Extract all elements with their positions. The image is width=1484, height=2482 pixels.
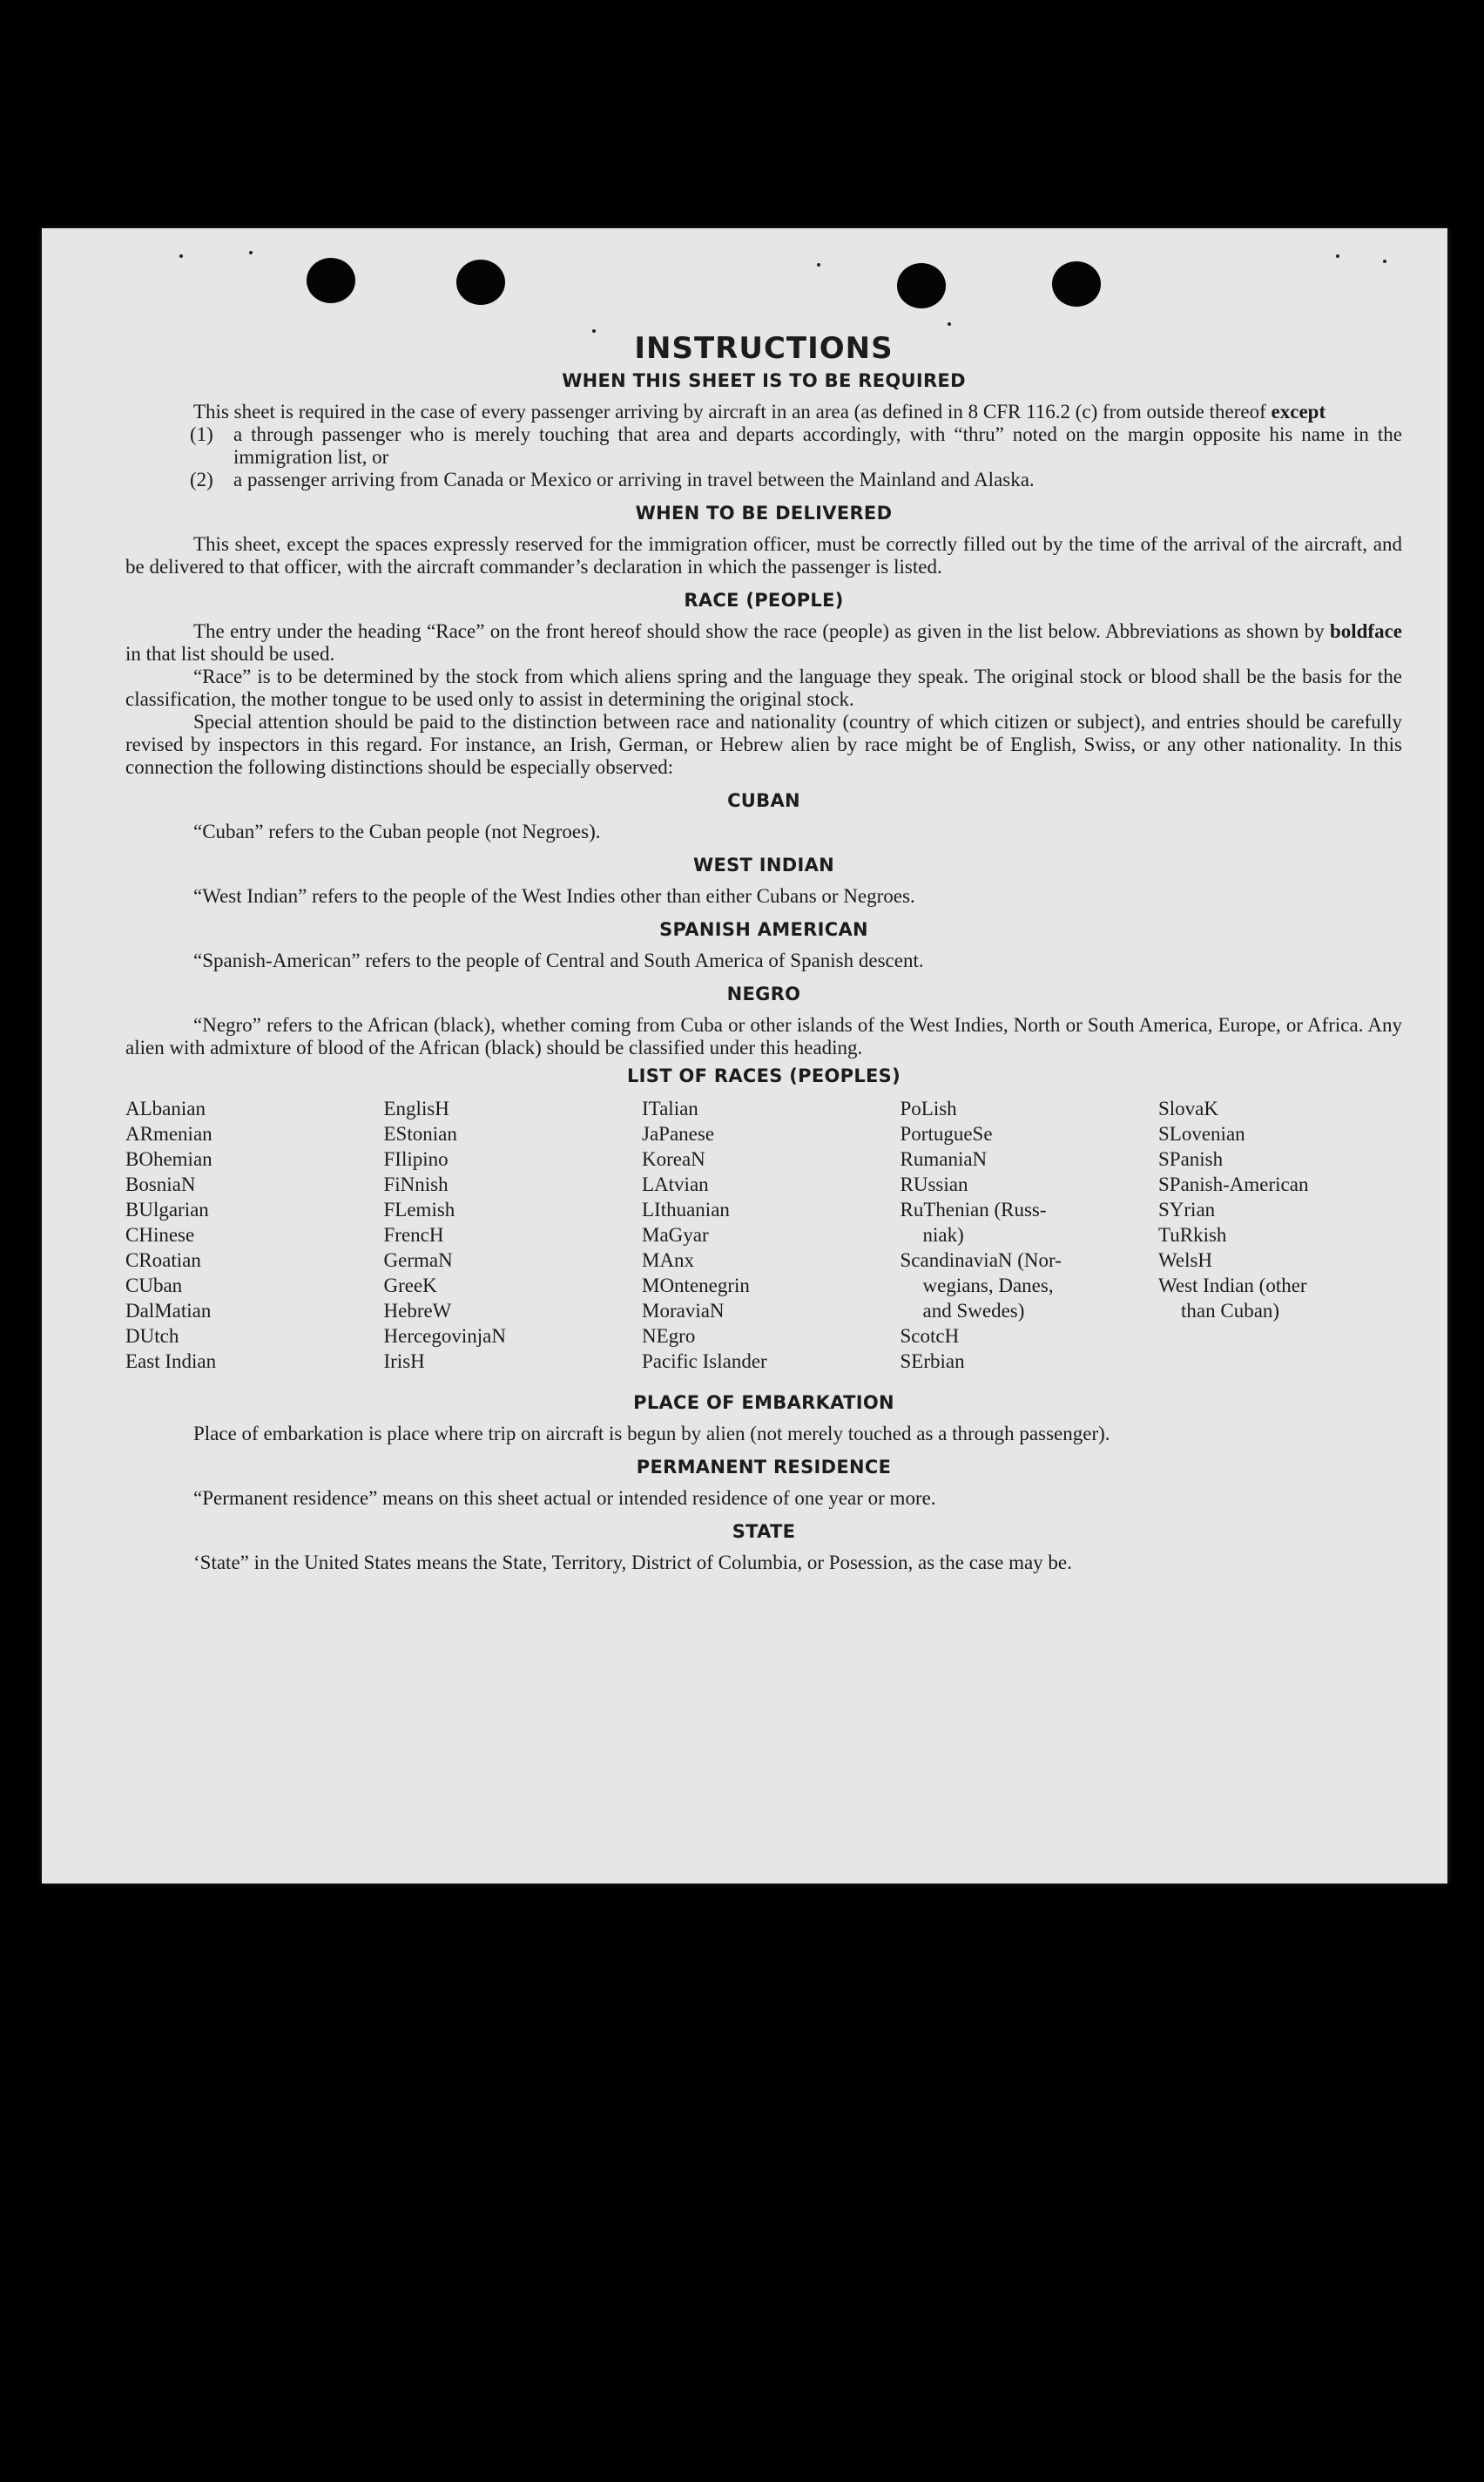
race-item: IrisH <box>383 1350 425 1372</box>
race-item: ScotcH <box>900 1325 960 1347</box>
paragraph: “Race” is to be determined by the stock from which aliens spring and the language they speak. The original stock or blood shall be the basis for the classification, the mother tongue to be used only to assist in determining the original stock. <box>125 666 1402 710</box>
race-item: RuThenian (Russ- <box>900 1199 1047 1221</box>
race-item: ARmenian <box>125 1123 212 1145</box>
race-item: KoreaN <box>642 1148 705 1170</box>
race-item: RumaniaN <box>900 1148 988 1170</box>
paragraph: “West Indian” refers to the people of the West Indies other than either Cubans or Negroes. <box>193 885 915 907</box>
paragraph: “Negro” refers to the African (black), whether coming from Cuba or other islands of the West Indies, North or South America, Europe, or Africa. Any alien with admixture of blood of the African (black) should be classified under this heading. <box>125 1014 1402 1058</box>
instructions-content <box>125 331 1402 1574</box>
race-item: SLovenian <box>1158 1123 1245 1145</box>
section-heading: PLACE OF EMBARKATION <box>633 1392 894 1413</box>
race-item: MAnx <box>642 1249 695 1271</box>
section-heading: NEGRO <box>726 984 801 1004</box>
paragraph: This sheet, except the spaces expressly reserved for the immigration officer, must be correctly filled out by the time of the arrival of the aircraft, and be delivered to that officer, with the aircraft commander’s declaration in which the passenger is listed. <box>125 533 1402 578</box>
scan-speck <box>948 322 951 326</box>
section-heading: CUBAN <box>727 790 800 811</box>
races-list <box>125 1096 1402 1374</box>
document-sheet <box>42 228 1447 1883</box>
bold-text: boldface <box>1329 620 1402 642</box>
race-item: FLemish <box>383 1199 455 1221</box>
race-item: ITalian <box>642 1098 698 1119</box>
race-item: MOntenegrin <box>642 1275 750 1296</box>
race-item: GreeK <box>383 1275 437 1296</box>
race-item: ALbanian <box>125 1098 206 1119</box>
race-item: CUban <box>125 1275 183 1296</box>
race-item: EnglisH <box>383 1098 449 1119</box>
race-item: DUtch <box>125 1325 179 1347</box>
race-item: SlovaK <box>1158 1098 1218 1119</box>
race-item: LIthuanian <box>642 1199 730 1221</box>
section-heading: RACE (PEOPLE) <box>684 590 844 611</box>
race-item: JaPanese <box>642 1123 715 1145</box>
list-item: (1) a through passenger who is merely touching that area and departs accordingly, with “thru” noted on the margin opposite his name in the immigration list, or <box>190 423 1402 468</box>
races-column <box>125 1096 369 1374</box>
paragraph: “Spanish-American” refers to the people of Central and South America of Spanish descent. <box>193 950 924 971</box>
race-item: PortugueSe <box>900 1123 993 1145</box>
paragraph: ‘State” in the United States means the State, Territory, District of Columbia, or Posession, as the case may be. <box>193 1552 1072 1573</box>
race-item: HercegovinjaN <box>383 1325 506 1347</box>
scan-speck <box>1383 260 1386 263</box>
race-item: EStonian <box>383 1123 457 1145</box>
exception-list <box>125 423 1402 491</box>
section-heading: WHEN THIS SHEET IS TO BE REQUIRED <box>562 370 966 391</box>
scan-speck <box>249 251 253 254</box>
race-item: SPanish-American <box>1158 1173 1309 1195</box>
punch-hole <box>456 260 505 305</box>
race-item: MaGyar <box>642 1224 709 1246</box>
section-heading: WHEN TO BE DELIVERED <box>635 503 893 524</box>
punch-hole <box>307 258 355 303</box>
section-heading: SPANISH AMERICAN <box>659 919 868 940</box>
races-column <box>384 1096 628 1374</box>
race-item: SErbian <box>900 1350 965 1372</box>
punch-hole <box>1052 261 1101 307</box>
race-item: BosniaN <box>125 1173 196 1195</box>
list-item: (2) a passenger arriving from Canada or Mexico or arriving in travel between the Mainland and Alaska. <box>190 469 1035 490</box>
bold-text: except <box>1271 401 1326 423</box>
section-heading: LIST OF RACES (PEOPLES) <box>626 1065 901 1086</box>
paragraph: This sheet is required in the case of every passenger arriving by aircraft in an area (as defined in 8 CFR 116.2 (c) from outside thereof except <box>193 401 1326 423</box>
race-item: CHinese <box>125 1224 195 1246</box>
races-column <box>901 1096 1144 1374</box>
paragraph: “Permanent residence” means on this sheet actual or intended residence of one year or more. <box>193 1487 936 1509</box>
scan-speck <box>1336 254 1339 258</box>
race-item: wegians, Danes, <box>922 1275 1054 1296</box>
races-column <box>642 1096 886 1374</box>
race-item: TuRkish <box>1158 1224 1227 1246</box>
race-item: Pacific Islander <box>642 1350 767 1372</box>
race-item: RUssian <box>900 1173 968 1195</box>
section-heading: STATE <box>732 1521 796 1542</box>
paragraph: Special attention should be paid to the distinction between race and nationality (country of which citizen or subject), and entries should be carefully revised by inspectors in this regard. For instance, an Irish, German, or Hebrew alien by race might be of English, Swiss, or any other nationality. In this connection the following distinctions should be especially observed: <box>125 711 1402 778</box>
race-item: DalMatian <box>125 1300 212 1322</box>
race-item: HebreW <box>383 1300 452 1322</box>
race-item: and Swedes) <box>922 1300 1025 1322</box>
race-item: NEgro <box>642 1325 696 1347</box>
race-item: East Indian <box>125 1350 217 1372</box>
paragraph: The entry under the heading “Race” on the front hereof should show the race (people) as given in the list below. Abbreviations as shown by boldface in that list should be used. <box>125 620 1402 665</box>
race-item: niak) <box>922 1224 964 1246</box>
race-item: FiNnish <box>383 1173 449 1195</box>
race-item: than Cuban) <box>1181 1300 1280 1322</box>
section-heading: PERMANENT RESIDENCE <box>636 1457 892 1478</box>
paragraph: “Cuban” refers to the Cuban people (not Negroes). <box>193 821 601 842</box>
race-item: FrencH <box>383 1224 444 1246</box>
race-item: SYrian <box>1158 1199 1216 1221</box>
race-item: FIlipino <box>383 1148 449 1170</box>
race-item: GermaN <box>383 1249 453 1271</box>
page-title: INSTRUCTIONS <box>634 331 894 366</box>
race-item: ScandinaviaN (Nor- <box>900 1249 1062 1271</box>
race-item: BUlgarian <box>125 1199 209 1221</box>
races-column <box>1158 1096 1402 1374</box>
race-item: BOhemian <box>125 1148 212 1170</box>
race-item: CRoatian <box>125 1249 201 1271</box>
paragraph: Place of embarkation is place where trip on aircraft is begun by alien (not merely touched as a through passenger). <box>193 1423 1110 1444</box>
scan-speck <box>179 254 183 258</box>
section-heading: WEST INDIAN <box>692 855 835 876</box>
race-item: PoLish <box>900 1098 957 1119</box>
scan-speck <box>817 263 820 267</box>
race-item: West Indian (other <box>1158 1275 1307 1296</box>
race-item: WelsH <box>1158 1249 1213 1271</box>
race-item: LAtvian <box>642 1173 709 1195</box>
race-item: SPanish <box>1158 1148 1224 1170</box>
race-item: MoraviaN <box>642 1300 725 1322</box>
punch-hole <box>897 263 946 308</box>
